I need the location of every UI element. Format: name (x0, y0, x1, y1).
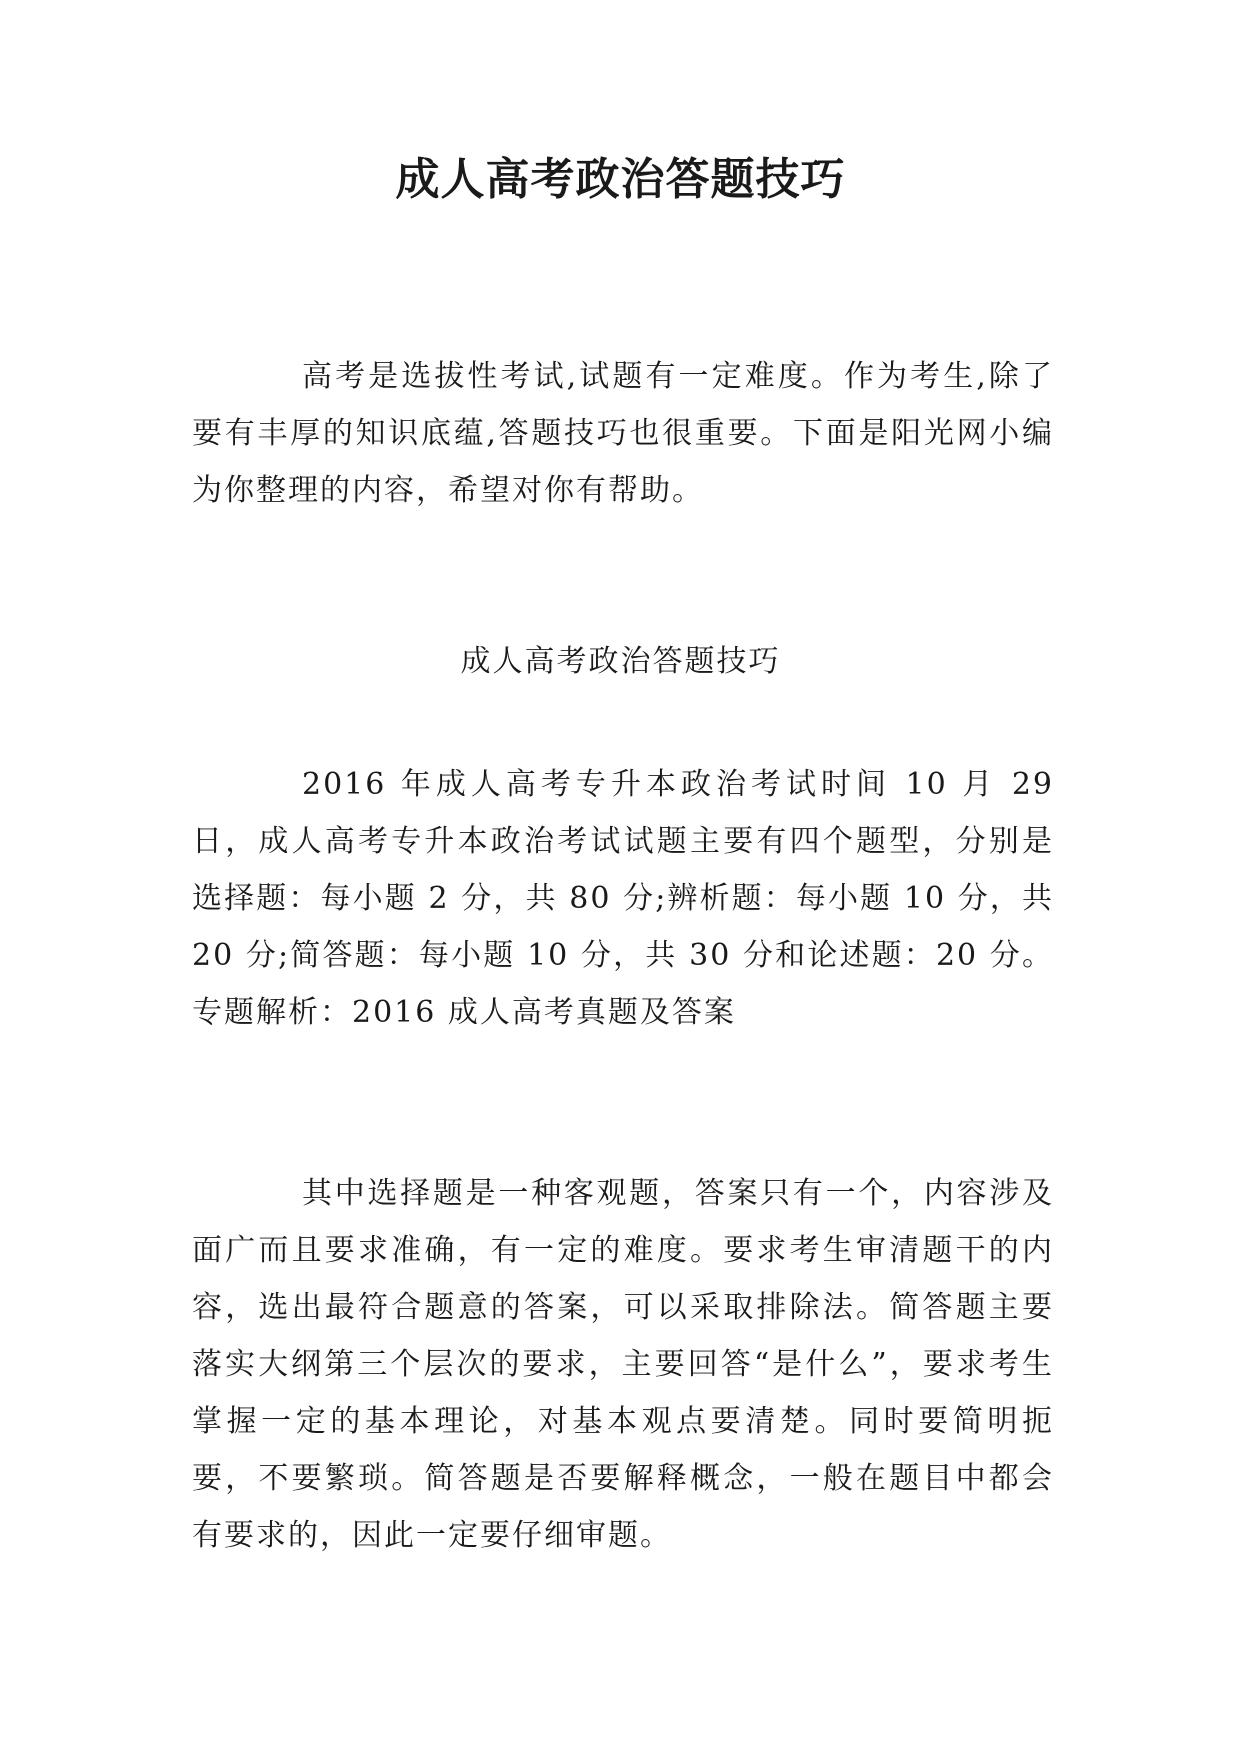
exam-info-paragraph: 2016 年成人高考专升本政治考试时间 10 月 29 日，成人高考专升本政治考试试题主要有四个题型，分别是选择题：每小题 2 分，共 80 分;辨析题：每小题 10 分，共 20 分;简答题：每小题 10 分，共 30 分和论述题：20 分。专题解析：2016 成人高考真题及答案 (192, 767, 1054, 1030)
intro-paragraph: 高考是选拔性考试,试题有一定难度。作为考生,除了要有丰厚的知识底蕴,答题技巧也很重要。下面是阳光网小编为你整理的内容，希望对你有帮助。 (192, 359, 1054, 508)
document-title: 成人高考政治答题技巧 (395, 154, 846, 205)
tips-paragraph: 其中选择题是一种客观题，答案只有一个，内容涉及面广而且要求准确，有一定的难度。要求考生审清题干的内容，选出最符合题意的答案，可以采取排除法。简答题主要落实大纲第三个层次的要求，主要回答“是什么”，要求考生掌握一定的基本理论，对基本观点要清楚。同时要简明扼要，不要繁琐。简答题是否要解释概念，一般在题目中都会有要求的，因此一定要仔细审题。 (192, 1176, 1054, 1553)
section-heading: 成人高考政治答题技巧 (460, 644, 781, 679)
